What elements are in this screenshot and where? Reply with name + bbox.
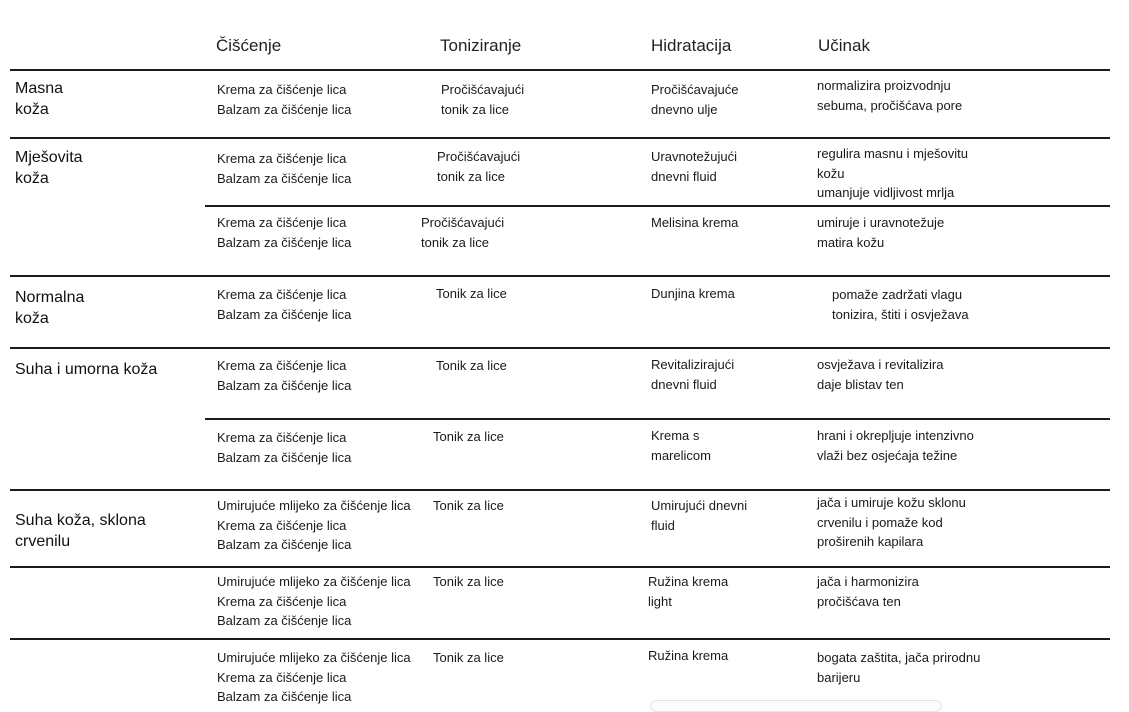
effect-line: pomaže zadržati vlagu bbox=[832, 287, 963, 302]
effect-line: barijeru bbox=[817, 669, 861, 685]
toning-cell bbox=[433, 427, 504, 447]
row-divider bbox=[10, 275, 1110, 277]
hydration-cell bbox=[651, 213, 738, 233]
effect-cell bbox=[817, 144, 968, 203]
effect-cell bbox=[817, 76, 962, 115]
toning-line: Pročišćavajući bbox=[437, 149, 521, 164]
toning-line: Pročišćavajući bbox=[441, 82, 525, 97]
skin-type-line: crvenilu bbox=[15, 533, 71, 550]
toning-cell bbox=[437, 147, 520, 186]
row-divider bbox=[10, 137, 1110, 139]
hydration-line: Krema s bbox=[651, 428, 700, 443]
hydration-cell bbox=[651, 284, 735, 304]
effect-cell bbox=[832, 285, 969, 324]
effect-line: pročišćava ten bbox=[817, 593, 901, 609]
toning-cell bbox=[433, 496, 504, 516]
cleansing-line: Krema za čišćenje lica bbox=[217, 358, 347, 373]
cleansing-cell bbox=[217, 428, 351, 467]
row-divider bbox=[205, 418, 1110, 420]
cleansing-line: Umirujuće mlijeko za čišćenje lica bbox=[217, 650, 411, 665]
effect-line: umiruje i uravnotežuje bbox=[817, 215, 945, 230]
hydration-line: Uravnotežujući bbox=[651, 149, 737, 164]
hydration-line: light bbox=[648, 593, 672, 609]
cleansing-line: Balzam za čišćenje lica bbox=[217, 613, 352, 628]
skin-type-cell bbox=[15, 510, 146, 552]
cleansing-line: Krema za čišćenje lica bbox=[217, 151, 347, 166]
hydration-line: Melisina krema bbox=[651, 215, 739, 230]
effect-line: jača i harmonizira bbox=[817, 574, 919, 589]
cleansing-line: Balzam za čišćenje lica bbox=[217, 234, 352, 250]
hydration-line: dnevno ulje bbox=[651, 101, 718, 117]
toning-cell bbox=[433, 572, 504, 592]
cleansing-cell bbox=[217, 496, 411, 555]
skin-type-cell bbox=[15, 287, 84, 329]
cleansing-cell bbox=[217, 80, 351, 119]
row-divider bbox=[10, 69, 1110, 71]
effect-line: normalizira proizvodnju bbox=[817, 78, 951, 93]
effect-cell bbox=[817, 572, 919, 611]
cleansing-cell bbox=[217, 648, 411, 707]
toning-line: tonik za lice bbox=[437, 168, 505, 184]
effect-line: osvježava i revitalizira bbox=[817, 357, 944, 372]
skin-type-cell bbox=[15, 78, 63, 120]
hydration-line: Dunjina krema bbox=[651, 286, 735, 301]
header-toning: Toniziranje bbox=[440, 36, 522, 55]
cleansing-cell bbox=[217, 149, 351, 188]
effect-line: sebuma, pročišćava pore bbox=[817, 97, 963, 113]
effect-line: bogata zaštita, jača prirodnu bbox=[817, 650, 981, 665]
hydration-cell bbox=[651, 496, 747, 535]
hydration-line: Umirujući dnevni bbox=[651, 498, 748, 513]
effect-line: regulira masnu i mješovitu bbox=[817, 146, 969, 161]
hydration-line: fluid bbox=[651, 517, 675, 533]
cleansing-line: Umirujuće mlijeko za čišćenje lica bbox=[217, 574, 411, 589]
cleansing-line: Krema za čišćenje lica bbox=[217, 287, 347, 302]
hydration-cell bbox=[651, 426, 711, 465]
hydration-line: Ružina krema bbox=[648, 574, 729, 589]
row-divider bbox=[205, 205, 1110, 207]
toning-cell bbox=[441, 80, 524, 119]
skin-type-line: Masna bbox=[15, 80, 64, 97]
effect-cell bbox=[817, 648, 980, 687]
hydration-cell bbox=[651, 355, 734, 394]
hydration-cell bbox=[651, 80, 738, 119]
toning-line: Tonik za lice bbox=[433, 429, 504, 444]
cleansing-cell bbox=[217, 356, 351, 395]
cleansing-cell bbox=[217, 213, 351, 252]
cleansing-line: Balzam za čišćenje lica bbox=[217, 689, 352, 704]
cleansing-cell bbox=[217, 285, 351, 324]
toning-line: Tonik za lice bbox=[436, 286, 507, 301]
cleansing-line: Balzam za čišćenje lica bbox=[217, 170, 352, 186]
effect-line: crvenilu i pomaže kod bbox=[817, 514, 943, 530]
skin-type-line: koža bbox=[15, 170, 49, 187]
toning-line: Tonik za lice bbox=[433, 650, 504, 665]
cleansing-cell bbox=[217, 572, 411, 631]
toning-cell bbox=[436, 356, 507, 376]
hydration-cell bbox=[648, 572, 728, 611]
skin-type-cell bbox=[15, 147, 83, 189]
overlay-edge bbox=[650, 700, 942, 712]
cleansing-line: Krema za čišćenje lica bbox=[217, 593, 347, 609]
toning-line: tonik za lice bbox=[421, 234, 489, 250]
row-divider bbox=[10, 566, 1110, 568]
hydration-line: marelicom bbox=[651, 447, 711, 463]
hydration-line: dnevni fluid bbox=[651, 376, 717, 392]
cleansing-line: Krema za čišćenje lica bbox=[217, 430, 347, 445]
effect-line: vlaži bez osjećaja težine bbox=[817, 447, 958, 463]
header-hydration: Hidratacija bbox=[651, 36, 732, 55]
effect-line: kožu bbox=[817, 165, 845, 181]
cleansing-line: Balzam za čišćenje lica bbox=[217, 377, 352, 393]
effect-cell bbox=[817, 213, 944, 252]
header-effect: Učinak bbox=[818, 36, 870, 55]
toning-cell bbox=[421, 213, 504, 252]
effect-line: daje blistav ten bbox=[817, 376, 904, 392]
toning-line: tonik za lice bbox=[441, 101, 509, 117]
skin-type-cell bbox=[15, 359, 157, 380]
effect-line: jača i umiruje kožu sklonu bbox=[817, 495, 966, 510]
cleansing-line: Balzam za čišćenje lica bbox=[217, 449, 352, 465]
effect-line: tonizira, štiti i osvježava bbox=[832, 306, 969, 322]
effect-cell bbox=[817, 355, 943, 394]
header-cleansing: Čišćenje bbox=[216, 36, 282, 55]
effect-line: matira kožu bbox=[817, 234, 885, 250]
cleansing-line: Krema za čišćenje lica bbox=[217, 82, 347, 97]
skin-type-line: Normalna bbox=[15, 289, 85, 306]
effect-line: umanjuje vidljivost mrlja bbox=[817, 185, 955, 200]
row-divider bbox=[10, 638, 1110, 640]
effect-cell bbox=[817, 426, 974, 465]
row-divider bbox=[10, 489, 1110, 491]
toning-line: Tonik za lice bbox=[433, 574, 504, 589]
toning-cell bbox=[433, 648, 504, 668]
skin-type-line: Suha koža, sklona bbox=[15, 512, 146, 529]
cleansing-line: Umirujuće mlijeko za čišćenje lica bbox=[217, 498, 411, 513]
cleansing-line: Krema za čišćenje lica bbox=[217, 669, 347, 685]
toning-cell bbox=[436, 284, 507, 304]
hydration-line: Revitalizirajući bbox=[651, 357, 735, 372]
skin-type-line: koža bbox=[15, 310, 49, 327]
skin-type-line: Suha i umorna koža bbox=[15, 361, 158, 378]
effect-line: hrani i okrepljuje intenzivno bbox=[817, 428, 974, 443]
cleansing-line: Balzam za čišćenje lica bbox=[217, 537, 352, 552]
skin-type-line: Mješovita bbox=[15, 149, 83, 166]
hydration-line: Ružina krema bbox=[648, 648, 729, 663]
toning-line: Tonik za lice bbox=[436, 358, 507, 373]
hydration-cell bbox=[651, 147, 737, 186]
row-divider bbox=[10, 347, 1110, 349]
cleansing-line: Balzam za čišćenje lica bbox=[217, 306, 352, 322]
cleansing-line: Balzam za čišćenje lica bbox=[217, 101, 352, 117]
effect-line: proširenih kapilara bbox=[817, 534, 924, 549]
hydration-line: dnevni fluid bbox=[651, 168, 717, 184]
toning-line: Tonik za lice bbox=[433, 498, 504, 513]
cleansing-line: Krema za čišćenje lica bbox=[217, 517, 347, 533]
toning-line: Pročišćavajući bbox=[421, 215, 505, 230]
effect-cell bbox=[817, 493, 966, 552]
skin-type-line: koža bbox=[15, 101, 49, 118]
hydration-line: Pročišćavajuće bbox=[651, 82, 739, 97]
hydration-cell bbox=[648, 646, 728, 666]
cleansing-line: Krema za čišćenje lica bbox=[217, 215, 347, 230]
